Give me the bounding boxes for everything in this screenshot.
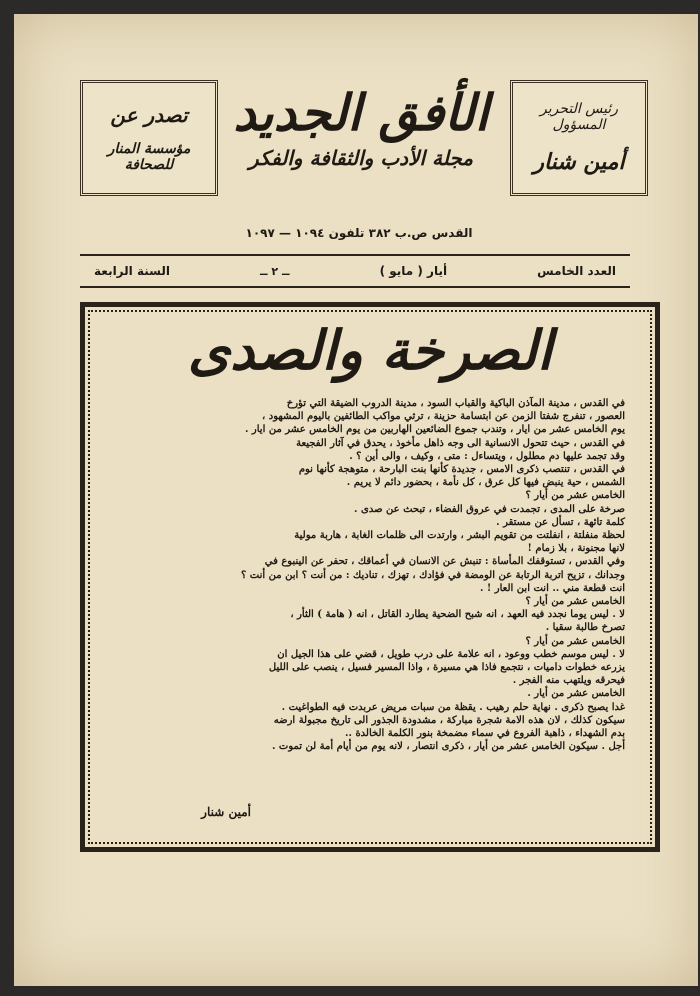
editor-role: رئيس التحرير المسؤول: [540, 101, 618, 133]
article-line: صرخة على المدى ، تجمدت في عروق الفضاء ، تبحث عن صدى .: [354, 503, 625, 515]
editor-name: أمين شنار: [533, 149, 625, 175]
article-line: في القدس ، حيث تتحول الانسانية الى وجه ذاهل مأخوذ ، يحدق في آثار الفجيعة: [296, 437, 625, 449]
article-line: العصور ، تنفرج شفتا الزمن عن ابتسامة حزينة ، ترثي مواكب الطائفين باليوم المشهود ،: [262, 411, 625, 423]
article-line: لا . ليس موسم خطب ووعود ، انه علامة على درب طويل ، قضي على هذا الجيل ان: [277, 648, 625, 660]
article-line: الخامس عشر من أيار .: [527, 688, 625, 700]
article-line: غدا يصبح ذكرى . نهاية حلم رهيب . يقظة من سبات مريض عربدت فيه الطواغيت .: [281, 701, 625, 713]
publisher-box: [80, 80, 218, 196]
article-line: الخامس عشر من أيار ؟: [525, 635, 625, 647]
article-body: [111, 397, 625, 753]
article-line: انت قطعة مني .. انت ابن العار ! .: [479, 582, 625, 594]
article-line: أجل . سيكون الخامس عشر من أيار ، ذكرى انتصار ، لانه يوم من أيام أمة لن تموت .: [271, 741, 625, 753]
publisher-intro: تصدر عن: [110, 103, 188, 127]
issue-year: السنة الرابعة: [94, 264, 170, 278]
article-line: تصرخ طالبة سقيا .: [545, 622, 625, 634]
article-line: الخامس عشر من أيار ؟: [525, 490, 625, 502]
article-line: وفي القدس ، تستوقفك المأساة : تنبش عن الانسان في أعماقك ، تحفر عن الينبوع في: [264, 556, 625, 568]
article-line: سيكون كذلك ، لان هذه الامة شجرة مباركة ، مشدودة الجذور الى تاريخ مجبولة ارضه: [273, 714, 625, 726]
article-line: لانها مجنونة ، بلا زمام !: [527, 543, 625, 555]
article-line: وقد تجمد عليها دم مطلول ، ويتساءل : متى ، وكيف ، والى أين ؟ .: [349, 450, 625, 462]
editor-box: [510, 80, 648, 196]
article-line: يوم الخامس عشر من ايار ، وتندب جموع الضائعين الهاربين من يوم الخامس عشر من ايار .: [244, 424, 625, 436]
magazine-subtitle: مجلة الأدب والثقافة والفكر: [249, 146, 473, 170]
article-line: بدم الشهداء ، ذاهبة الفروع في سماء مضمخة بنور الكلمة الخالدة ..: [345, 728, 625, 740]
article-line: يزرعه خطوات داميات ، نتجمع فاذا هي مسيرة ، واذا المسير فسيل ، ينصب على الليل: [268, 662, 625, 674]
article-line: في القدس ، تنتصب ذكرى الامس ، جديدة كأنها بنت البارحة ، متوهجة كأنها نوم: [298, 464, 625, 476]
article-line: وجدانك ، تزيح اتربة الرتابة عن الومضة في فؤادك ، تهزك ، تناديك : من أنت ؟ ابن من أنت ؟: [241, 569, 625, 581]
issue-number: العدد الخامس: [537, 264, 616, 278]
publisher-name: مؤسسة المنار للصحافة: [107, 141, 191, 173]
page-number: ــ ٢ ــ: [260, 264, 290, 278]
article-line: لحظة منفلتة ، انفلتت من تقويم البشر ، وارتدت الى ظلمات الغابة ، هاربة مولية: [294, 530, 625, 542]
masthead: [222, 83, 500, 170]
contact-address: القدس ص.ب ٣٨٢ تلفون ١٠٩٤ — ١٠٩٧: [245, 226, 473, 240]
article-title: الصرخة والصدى: [187, 318, 553, 382]
article-line: كلمة تائهة ، تسأل عن مستقر .: [496, 516, 625, 528]
article-line: لا . ليس يوما نجدد فيه العهد ، انه شبح الضحية يطارد القاتل ، انه ( هامة ) الثأر ،: [290, 609, 625, 621]
article-line: فيحرقه ويلتهب منه الفجر .: [512, 675, 625, 687]
issue-month: أيار ( مايو ): [379, 264, 448, 278]
magazine-title: الأفق الجديد: [233, 83, 489, 142]
article-line: في القدس ، مدينة المآذن الباكية والقباب السود ، مدينة الدروب الضيقة التي تؤرخ: [286, 398, 625, 409]
issue-info-bar: [80, 254, 630, 288]
article-line: الخامس عشر من أيار ؟: [525, 596, 625, 608]
article-frame: [80, 302, 660, 852]
magazine-page: [14, 14, 698, 986]
article-line: الشمس ، حية ينبض فيها كل عرق ، كل نأمة ، بحضور دائم لا يريم .: [346, 477, 625, 489]
article-signature: أمين شنار: [201, 805, 251, 819]
